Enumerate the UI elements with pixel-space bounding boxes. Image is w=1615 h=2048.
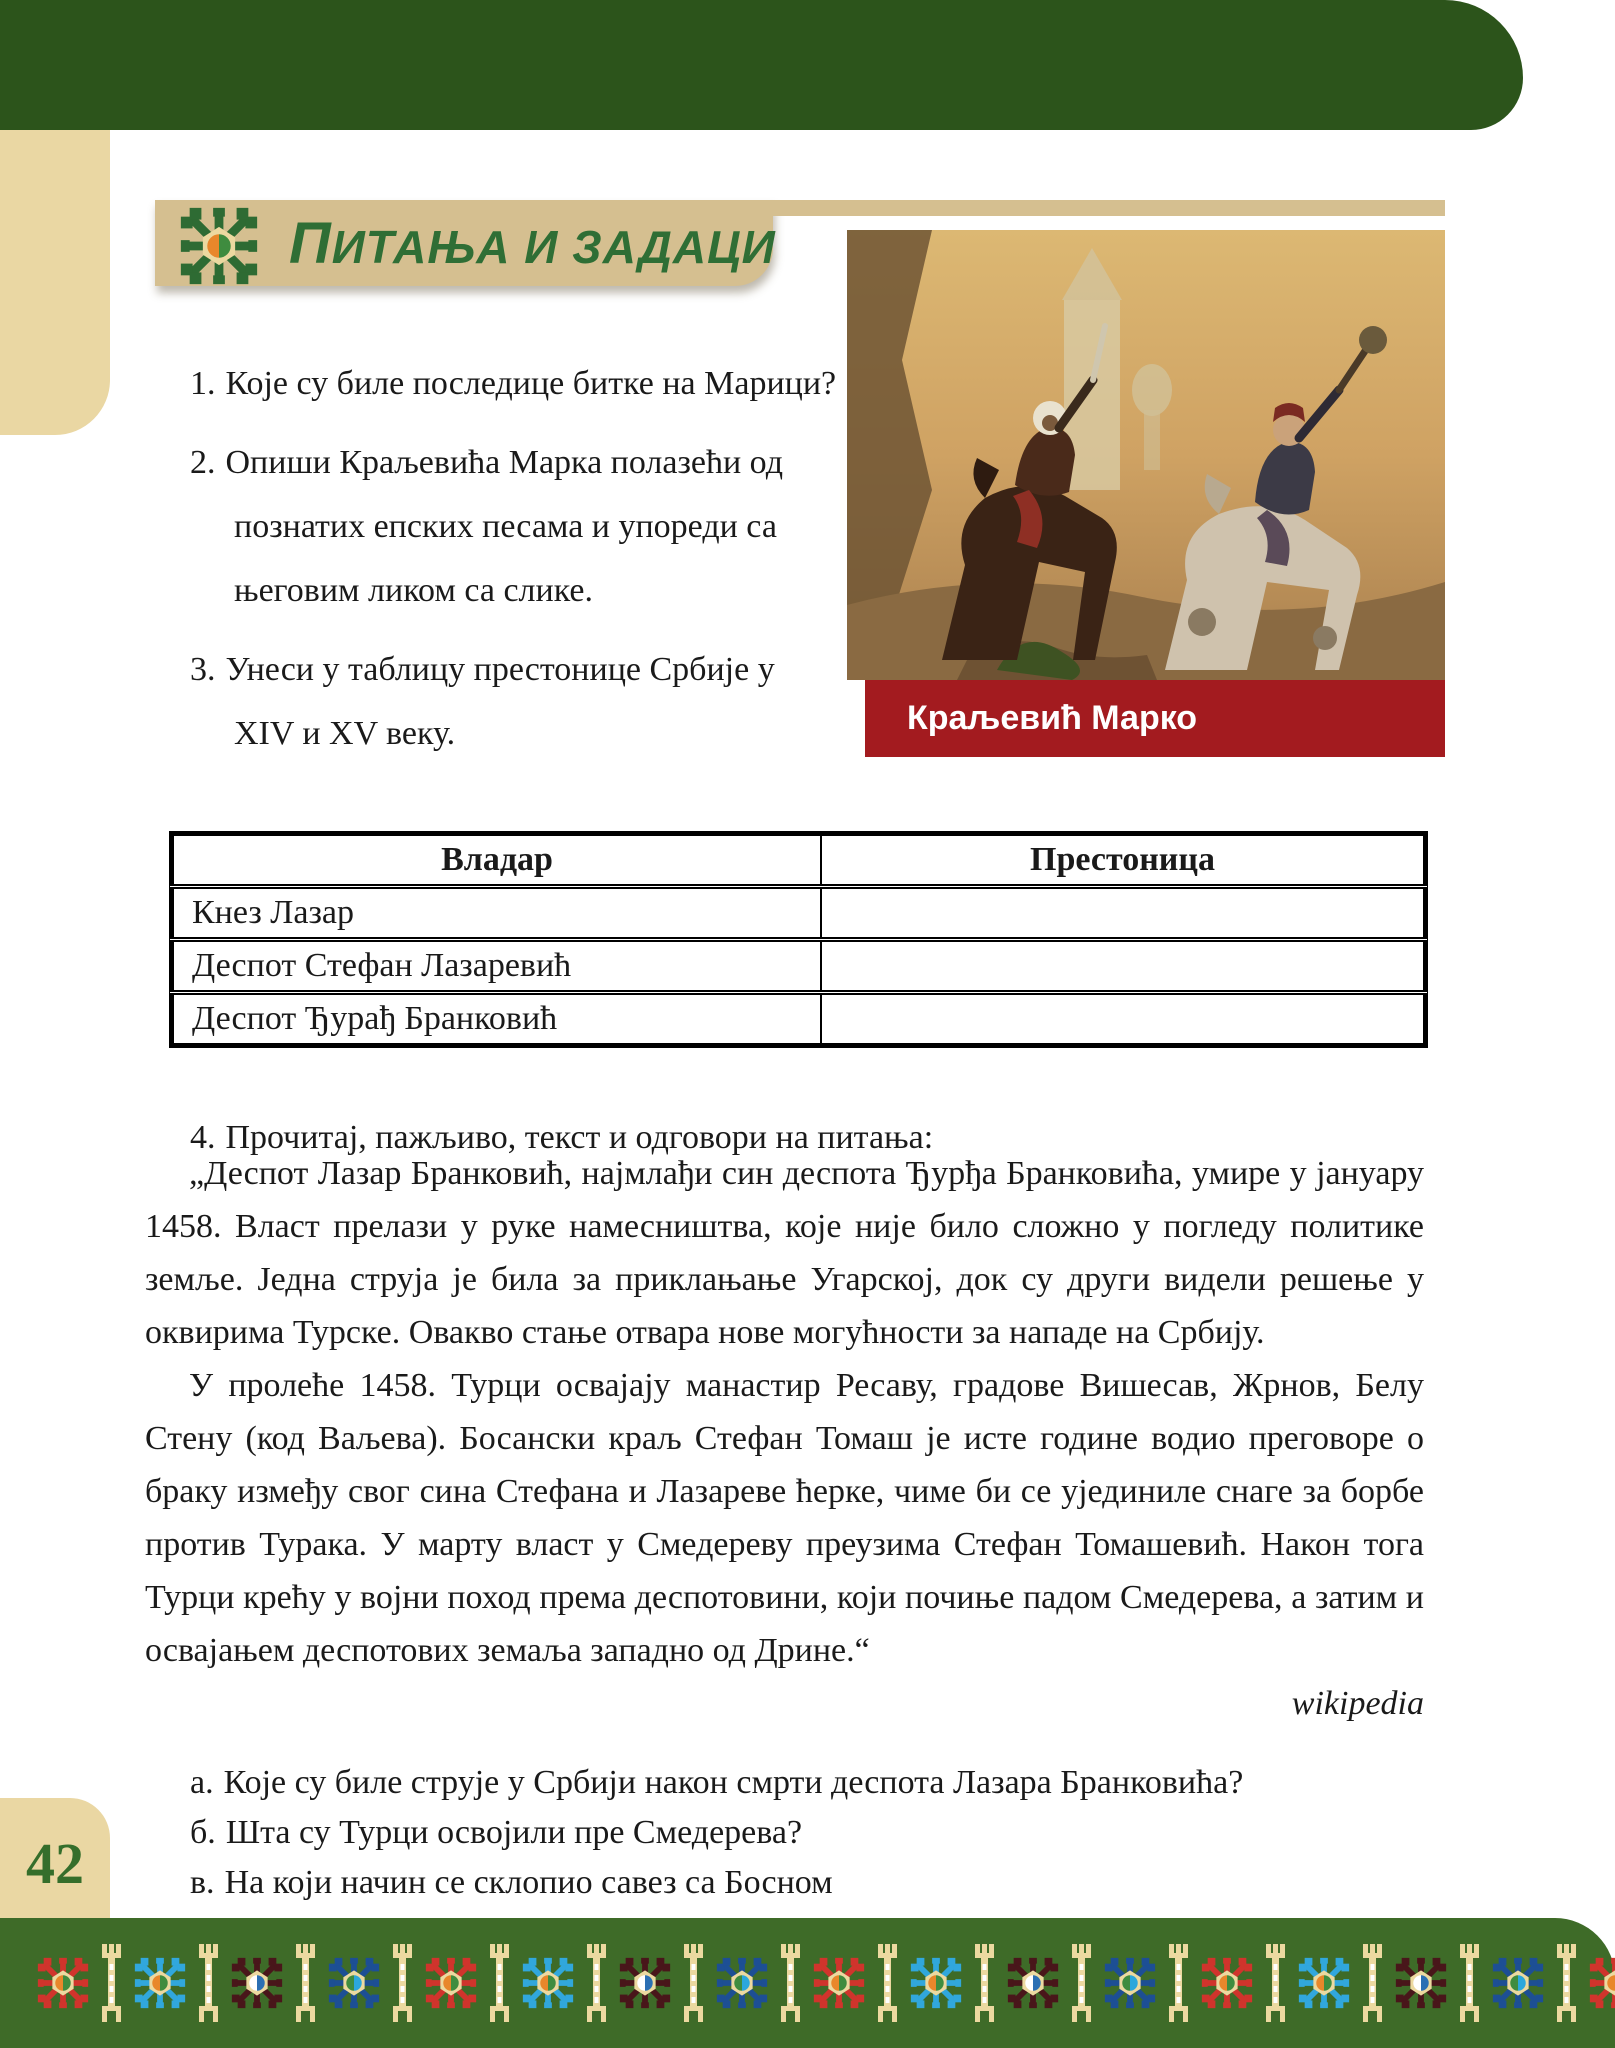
passage-paragraph-1: „Деспот Лазар Бранковић, најмлађи син деспота Ђурђа Бранковића, умире у јануару 1458. Власт прелази у руке намесништва, које није било сложно у погледу политике земље. Једна струја је била за приклањање Угарској, док су други видели решење у оквирима Турске. Овакво стање отвара нове могућности за нападе на Србију.: [145, 1155, 1424, 1351]
rosette-ornament-icon: [1295, 1954, 1353, 2012]
section-banner: [155, 200, 776, 286]
rosette-ornament-icon: [228, 1954, 286, 2012]
subquestion-b-number: б.: [190, 1814, 216, 1851]
question-list: [190, 352, 840, 781]
subquestion-b-text: Шта су Турци освојили пре Смедерева?: [225, 1814, 803, 1851]
question-1-number: 1.: [190, 365, 216, 402]
top-green-bar: [0, 0, 1523, 130]
capitals-table: [170, 832, 1427, 1047]
table-cell-capital-empty: [821, 887, 1425, 940]
pole-ornament-icon: [1556, 1944, 1577, 2022]
subquestion-v-text: На који начин се склопио савез са Босном: [224, 1864, 833, 1901]
banner-strip: [773, 200, 1445, 216]
footer-ornament-row: [0, 1918, 1615, 2048]
left-beige-column: [0, 130, 110, 435]
question-3-number: 3.: [190, 651, 216, 688]
page-number: 42: [26, 1831, 84, 1896]
pole-ornament-icon: [198, 1944, 219, 2022]
folk-rosette-icon: [175, 202, 263, 290]
rosette-ornament-icon: [1004, 1954, 1062, 2012]
rosette-ornament-icon: [422, 1954, 480, 2012]
question-2-text: Опиши Краљевића Марка полазећи од познатих епских песама и упореди са његовим ликом са слике.: [225, 444, 783, 609]
rosette-ornament-icon: [1198, 1954, 1256, 2012]
question-4-text: Прочитај, пажљиво, текст и одговори на питања:: [225, 1119, 934, 1156]
subquestion-a-number: а.: [190, 1764, 214, 1801]
subquestion-a-text: Које су биле струје у Србији након смрти деспота Лазара Бранковића?: [223, 1764, 1244, 1801]
table-header-capital: Престоница: [821, 834, 1425, 887]
rosette-ornament-icon: [1392, 1954, 1450, 2012]
question-2-number: 2.: [190, 444, 216, 481]
pole-ornament-icon: [780, 1944, 801, 2022]
pole-ornament-icon: [1265, 1944, 1286, 2022]
pole-ornament-icon: [1459, 1944, 1480, 2022]
table-row: [172, 993, 1425, 1046]
question-1-text: Које су биле последице битке на Марици?: [225, 365, 837, 402]
question-2: [190, 431, 840, 623]
pole-ornament-icon: [1362, 1944, 1383, 2022]
pole-ornament-icon: [877, 1944, 898, 2022]
table-header-ruler: Владар: [172, 834, 821, 887]
rosette-ornament-icon: [519, 1954, 577, 2012]
table-cell-ruler: Кнез Лазар: [172, 887, 821, 940]
table-header-row: [172, 834, 1425, 887]
subquestion-list: [190, 1758, 1430, 1908]
rosette-ornament-icon: [325, 1954, 383, 2012]
rosette-ornament-icon: [810, 1954, 868, 2012]
subquestion-a: [190, 1758, 1430, 1808]
table-row: [172, 887, 1425, 940]
question-4-number: 4.: [190, 1119, 216, 1156]
rosette-ornament-icon: [713, 1954, 771, 2012]
pole-ornament-icon: [683, 1944, 704, 2022]
pole-ornament-icon: [974, 1944, 995, 2022]
pole-ornament-icon: [489, 1944, 510, 2022]
rosette-ornament-icon: [131, 1954, 189, 2012]
pole-ornament-icon: [1168, 1944, 1189, 2022]
pole-ornament-icon: [101, 1944, 122, 2022]
rosette-ornament-icon: [1586, 1954, 1615, 2012]
subquestion-b: [190, 1808, 1430, 1858]
table-cell-capital-empty: [821, 940, 1425, 993]
rosette-ornament-icon: [1489, 1954, 1547, 2012]
subquestion-v: [190, 1858, 1430, 1908]
passage-paragraph-2: У пролеће 1458. Турци освајају манастир Ресаву, градове Вишесав, Жрнов, Белу Стену (код Ваљева). Босански краљ Стефан Томаш је исте године водио преговоре о браку између свог сина Стефана и Лазареве ћерке, чиме би се ујединиле снаге за борбе против Турака. У марту власт у Смедереву преузима Стефан Томашевић. Након тога Турци крећу у војни поход према деспотовини, који почиње падом Смедерева, а затим и освајањем деспотових земаља западно од Дрине.“: [145, 1367, 1424, 1669]
rosette-ornament-icon: [907, 1954, 965, 2012]
question-3-text: Унеси у таблицу престонице Србије у XIV и XV веку.: [225, 651, 775, 752]
table-cell-capital-empty: [821, 993, 1425, 1046]
rosette-ornament-icon: [34, 1954, 92, 2012]
figure-caption: Краљевић Марко: [865, 680, 1445, 757]
kraljevic-marko-painting: [847, 230, 1445, 680]
pole-ornament-icon: [295, 1944, 316, 2022]
page-number-block: [0, 1798, 110, 1928]
reading-passage: [145, 1147, 1424, 1730]
pole-ornament-icon: [586, 1944, 607, 2022]
pole-ornament-icon: [1071, 1944, 1092, 2022]
rosette-ornament-icon: [175, 202, 263, 290]
passage-source: wikipedia: [1291, 1685, 1424, 1722]
table-cell-ruler: Деспот Ђурађ Бранковић: [172, 993, 821, 1046]
question-3: [190, 638, 840, 766]
question-1: [190, 352, 840, 416]
table-row: [172, 940, 1425, 993]
section-title: ПИТАЊА И ЗАДАЦИ: [289, 210, 776, 276]
rosette-ornament-icon: [1101, 1954, 1159, 2012]
table-cell-ruler: Деспот Стефан Лазаревић: [172, 940, 821, 993]
rosette-ornament-icon: [616, 1954, 674, 2012]
pole-ornament-icon: [392, 1944, 413, 2022]
subquestion-v-number: в.: [190, 1864, 215, 1901]
footer-ornament-band: [0, 1918, 1615, 2048]
